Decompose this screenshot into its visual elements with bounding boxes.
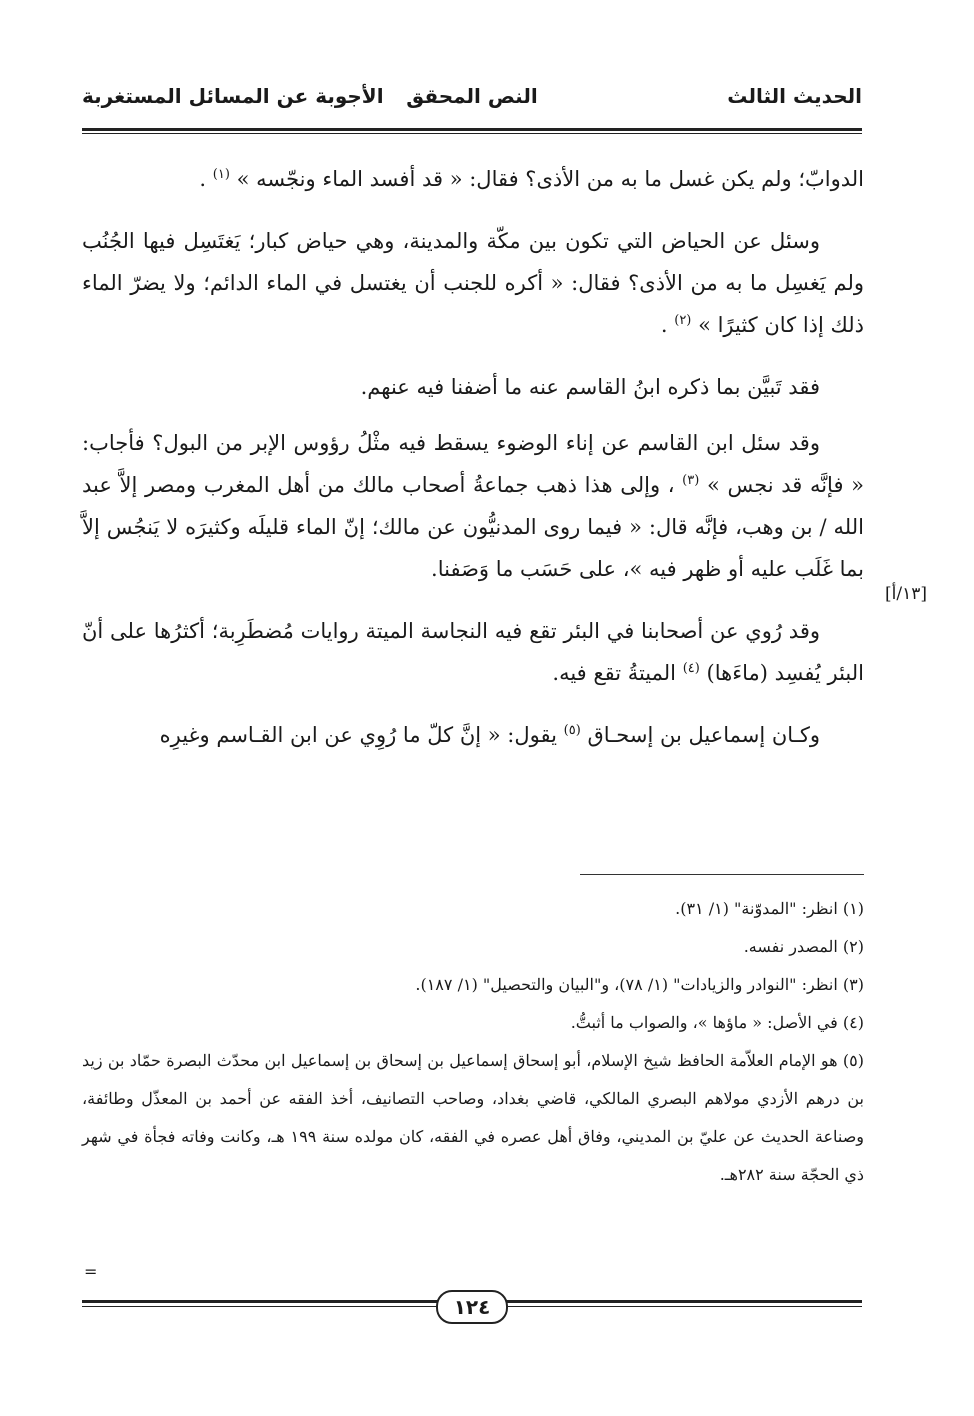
paragraph-6 [82,714,864,756]
footnotes [82,890,864,1194]
paragraph-2 [82,220,864,346]
paragraph-1-text: الدوابّ؛ ولم يكن غسل ما به من الأذى؟ فقال: « قد أفسد الماء ونجّسه » [236,167,864,191]
paragraph-5-text-b: الميتةُ تقع فيه. [552,661,677,685]
header-book-title: الأجوبة عن المسائل المستغربة [82,84,384,108]
paragraph-4 [82,422,864,590]
paragraph-2-end: . [660,313,668,337]
footnote-ref-5: (٥) [563,723,581,738]
paragraph-4-text-b: ، وإلى هذا ذهب جماعةُ أصحاب مالك من أهل المغرب ومصر إلاَّ عبد الله / بن وهب، فإنَّه قال: « فيما روى المدنيُّون عن مالك؛ إنّ الماء قليلَه وكثيرَه لا يَنجُس إلاَّ بما غَلَب عليه أو ظهر فيه »، على حَسَب ما وَصَفنا. [82,473,864,581]
footnote-3: (٣) انظر: "النوادر والزيادات" (١/ ٧٨)، و"البيان والتحصيل" (١/ ١٨٧). [415,975,864,994]
header-chapter-title: الحديث الثالث [727,84,862,108]
paragraph-3: فقد تَبيَّن بما ذكره ابنُ القاسم عنه ما أضفنا فيه عنهم. [360,375,820,399]
paragraph-5-text-a: وقد رُوي عن أصحابنا في البئر تقع فيه النجاسة الميتة روايات مُضطَرِبة؛ أكثرُها على أنّ البئر يُفسِد (ماءَها) [82,619,864,685]
footnote-4: (٤) في الأصل: « ماؤها »، والصواب ما أثبتُّ. [570,1013,864,1032]
paragraph-5 [82,610,864,694]
paragraph-4-text-a: وقد سئل ابن القاسم عن إناء الوضوء يسقط فيه مثْلُ رؤوس الإبر من البول؟ فأجاب: « فإنَّه قد نجس » [82,431,864,497]
footnote-ref-1: (١) [212,167,230,182]
paragraph-6-text-a: وكـان إسماعيل بن إسحـاق [587,723,820,747]
paragraph-1-end: . [199,167,207,191]
footnote-1: (١) انظر: "المدوّنة" (١/ ٣١). [675,899,864,918]
continuation-mark: = [84,1262,98,1281]
footnote-2: (٢) المصدر نفسه. [743,937,864,956]
page-number: ١٢٤ [436,1290,508,1324]
header-rule [82,128,862,131]
paragraph-1 [82,158,864,200]
footnote-ref-3: (٣) [682,473,700,488]
header-rule-thin [82,133,862,134]
main-text [82,158,864,776]
footnote-ref-4: (٤) [682,661,700,676]
footnote-5: (٥) هو الإمام العلاّمة الحافظ شيخ الإسلام، أبو إسحاق إسماعيل بن إسحاق بن إسماعيل ابن محدّث البصرة حمّاد بن زيد بن درهم الأزدي مولاهم البصري المالكي، قاضي بغداد، وصاحب التصانيف، أخذ الفقه عن أحمد بن المعذّل وطائفة، وصناعة الحديث عن عليّ بن المديني، وفاق أهل عصره في الفقه، كان مولده سنة ١٩٩ هـ، وكانت وفاته فجأة في شهر ذي الحجّة سنة ٢٨٢هـ. [82,1051,865,1184]
header-section-title: النص المحقق [406,84,538,108]
paragraph-6-text-b: يقول: « إنَّ كلّ ما رُوِي عن ابن القـاسم وغيرِه [159,723,557,747]
footnote-ref-2: (٢) [674,313,692,328]
running-header [82,84,862,124]
manuscript-folio-marker: [١٣/أ] [885,584,927,604]
paragraph-2-text: وسئل عن الحياض التي تكون بين مكّة والمدينة، وهي حياض كبار؛ يَغتَسِل فيها الجُنُب ولم يَغسِل ما به من الأذى؟ فقال: « أكره للجنب أن يغتسل في الماء الدائم؛ ولا يضرّ الماء ذلك إذا كان كثيرًا » [82,229,864,337]
footnote-separator [580,874,864,875]
